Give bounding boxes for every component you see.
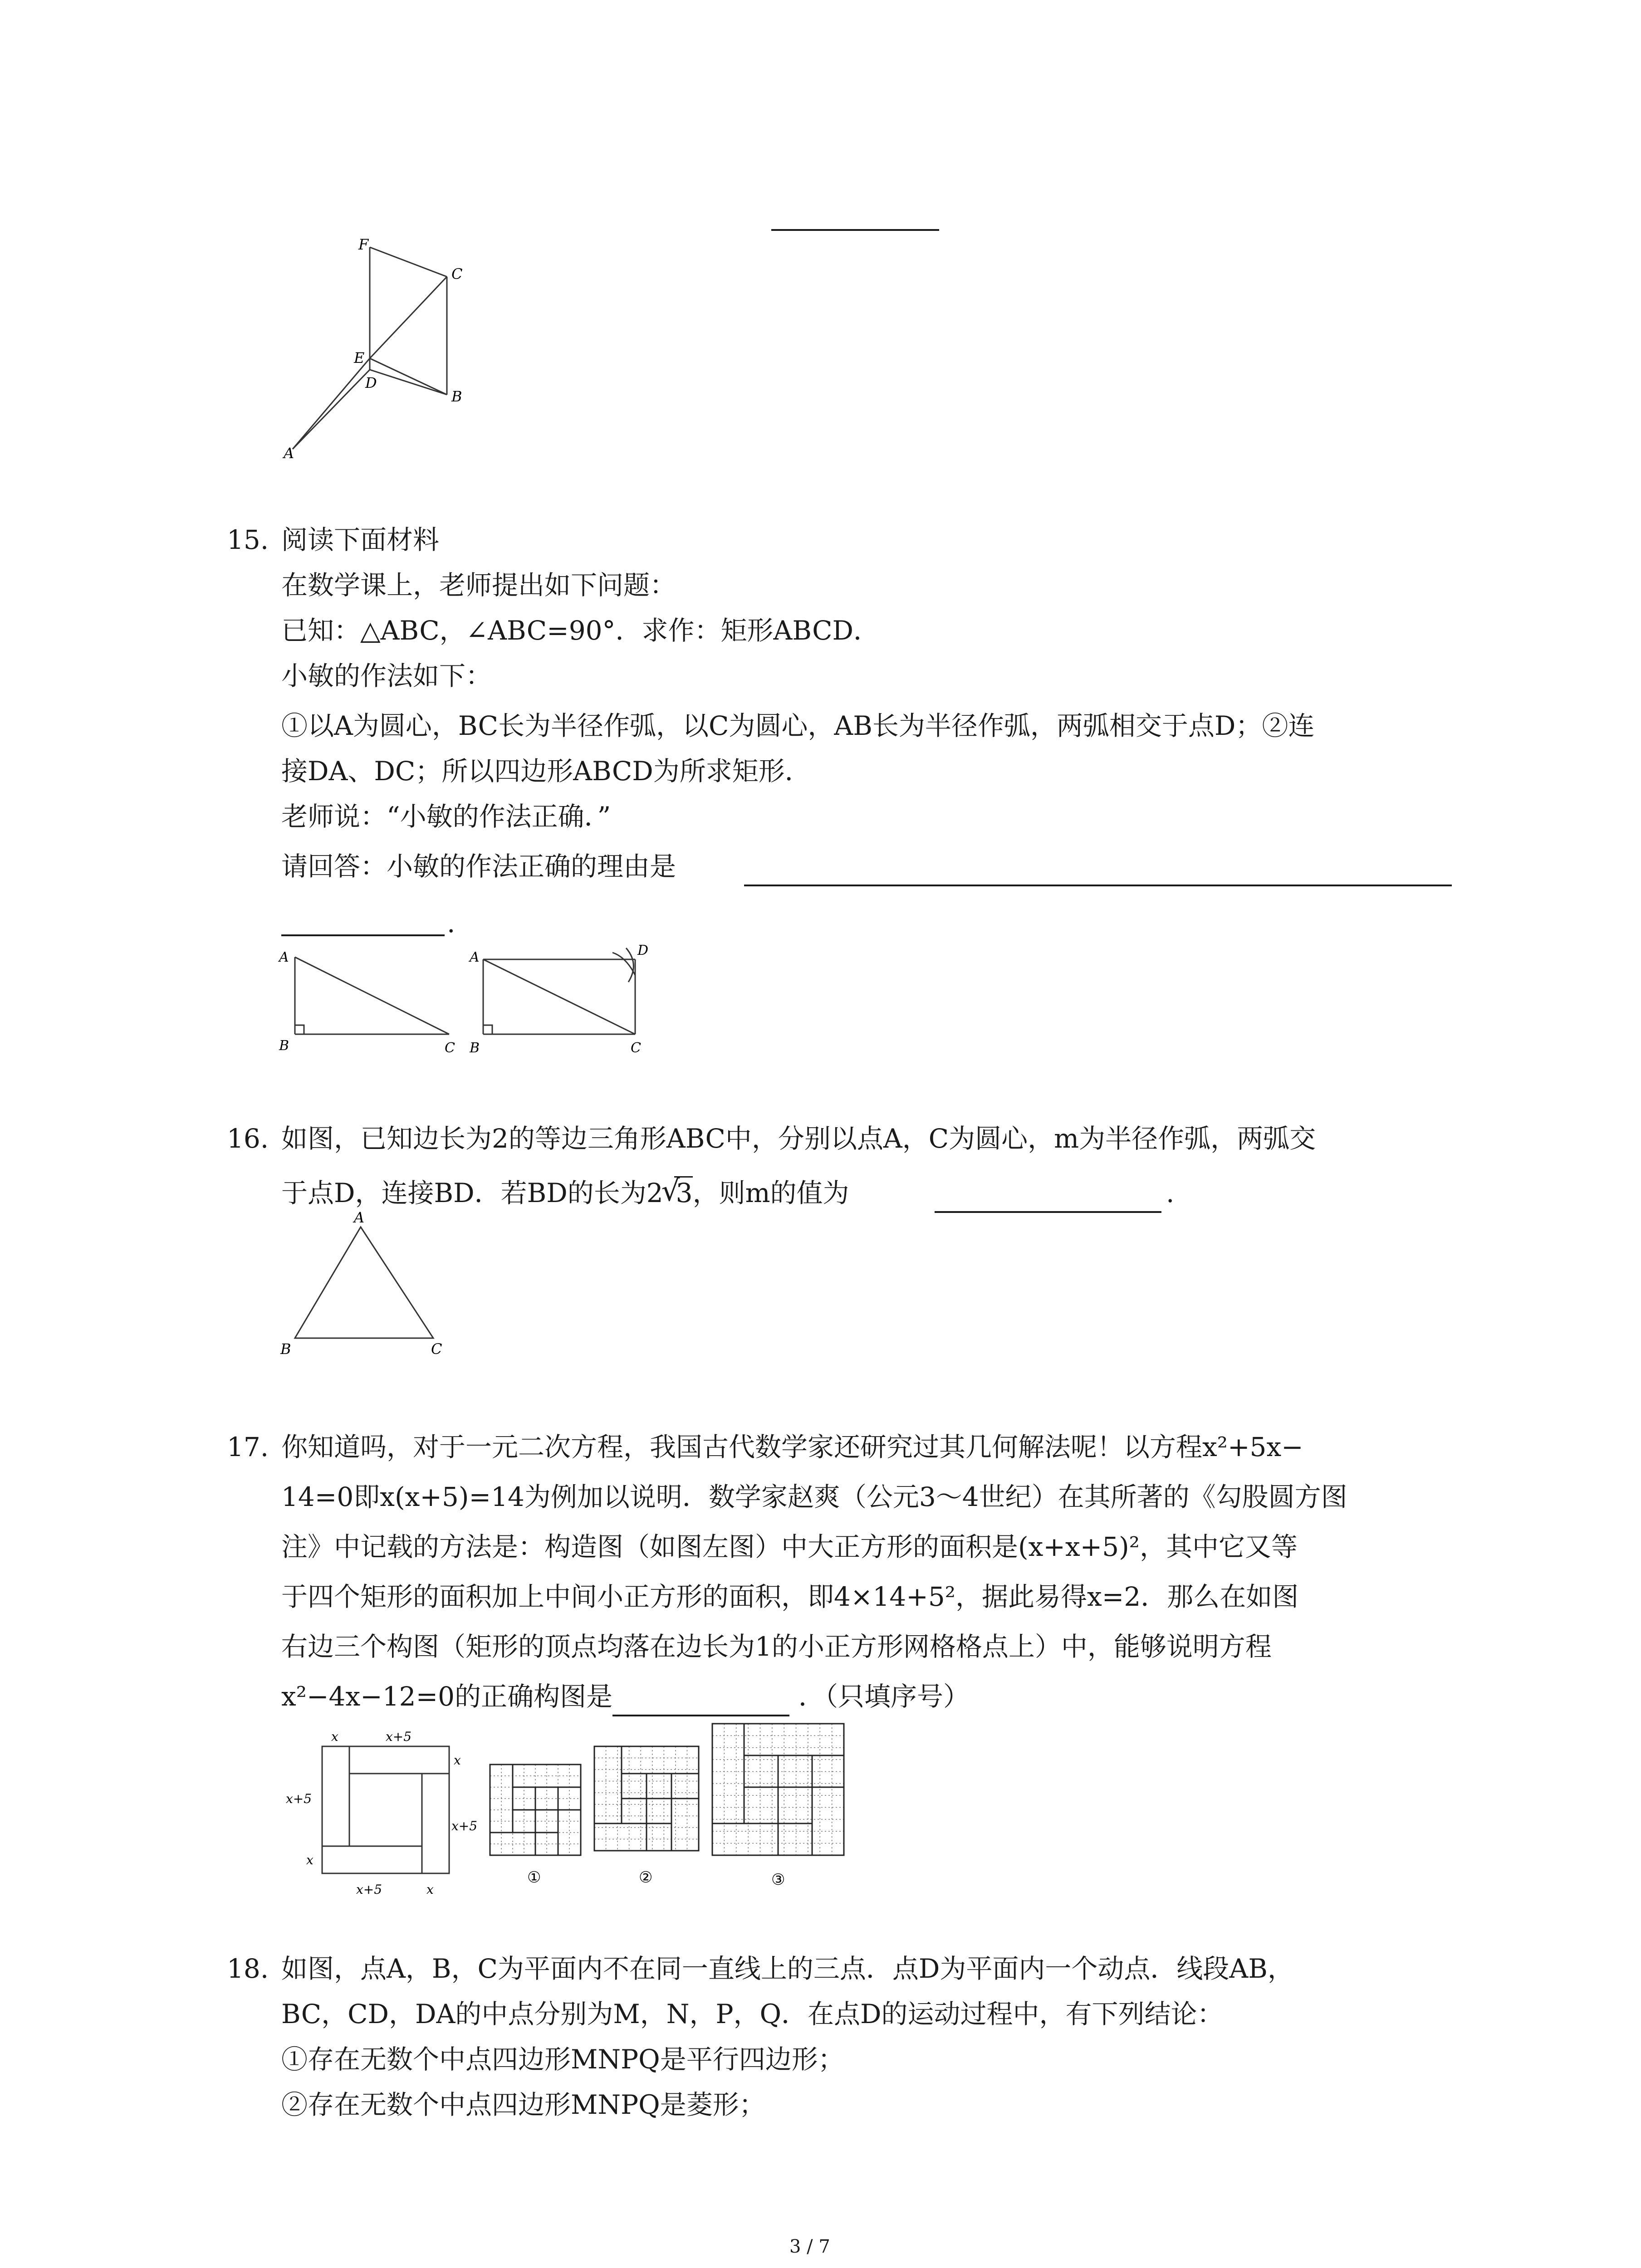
q17-figure-2 — [590, 1742, 703, 1896]
q16-answer-blank — [935, 1211, 1161, 1213]
q17-line-6b: ．（只填序号） — [798, 1681, 970, 1712]
q14-answer-blank — [771, 229, 939, 231]
page-number: 3 / 7 — [789, 2236, 830, 2257]
q15-left-label-b: B — [279, 1038, 289, 1054]
q16-label-b: B — [280, 1340, 291, 1358]
q15-line-5: ①以A为圆心，BC长为半径作弧，以C为圆心，AB长为半径作弧，两弧相交于点D；②连 — [281, 710, 1315, 741]
q17-figure-3 — [708, 1719, 853, 1901]
q16-label-c: C — [431, 1340, 442, 1358]
q17-main-label-x5-top: x+5 — [386, 1729, 412, 1744]
q15-right-label-b: B — [470, 1040, 480, 1056]
q15-line-7: 老师说：“小敏的作法正确．” — [281, 801, 611, 832]
q17-line-6a: x²−4x−12=0的正确构图是 — [281, 1681, 613, 1712]
q17-line-3: 注》中记载的方法是：构造图（如图左图）中大正方形的面积是(x+x+5)²，其中它又等 — [281, 1531, 1298, 1562]
q15-left-label-c: C — [445, 1040, 455, 1056]
q15-left-label-a: A — [279, 949, 289, 965]
q16-sqrt-arg: 3 — [676, 1178, 693, 1208]
q17-main-label-x-right: x — [454, 1753, 461, 1768]
q15-right-label-a: A — [470, 949, 480, 965]
sqrt-icon: √ — [661, 1174, 680, 1208]
q15-line-6: 接DA、DC；所以四边形ABCD为所求矩形． — [281, 756, 811, 787]
q16-number: 16. — [227, 1123, 269, 1154]
q15-figure-right — [463, 939, 662, 1070]
q17-main-label-x-bottom: x — [426, 1882, 434, 1897]
q18-line-2: BC，CD，DA的中点分别为M，N，P，Q．在点D的运动过程中，有下列结论： — [281, 1999, 1224, 2029]
q15-line-3: 已知：△ABC，∠ABC=90°．求作：矩形ABCD． — [281, 615, 880, 646]
q14-label-a: A — [284, 445, 294, 462]
q18-number: 18. — [227, 1953, 269, 1984]
q17-line-5: 右边三个构图（矩形的顶点均落在边长为1的小正方形网格格点上）中，能够说明方程 — [281, 1631, 1272, 1662]
q17-fig-3-number: ③ — [771, 1871, 785, 1889]
q17-fig-1-number: ① — [527, 1868, 541, 1887]
q17-main-label-x5-right: x+5 — [451, 1818, 478, 1833]
q17-line-2: 14=0即x(x+5)=14为例加以说明．数学家赵爽（公元3～4世纪）在其所著的《勾股圆方图 — [281, 1481, 1347, 1512]
q16-sqrt — [661, 1174, 693, 1208]
q17-fig-2-number: ② — [639, 1868, 653, 1887]
q15-tail: . — [447, 908, 456, 938]
q14-label-b: B — [451, 388, 462, 405]
q15-answer-blank-1 — [744, 885, 1452, 886]
q15-line-1: 阅读下面材料 — [281, 524, 440, 555]
q16-line-2b: ，则m的值为 — [692, 1178, 849, 1208]
q15-answer-blank-2 — [281, 934, 445, 936]
q17-line-4: 于四个矩形的面积加上中间小正方形的面积，即4×14+5²，据此易得x=2．那么在如图 — [281, 1581, 1299, 1612]
q14-figure — [272, 227, 481, 472]
q17-main-label-x-top: x — [331, 1729, 338, 1744]
q16-figure — [272, 1207, 463, 1365]
q15-figure-left — [272, 943, 463, 1066]
q17-figure-main — [272, 1724, 499, 1914]
q15-right-label-c: C — [631, 1040, 641, 1056]
q14-label-c: C — [451, 265, 463, 283]
q15-right-label-d: D — [637, 943, 649, 958]
q16-line-1: 如图，已知边长为2的等边三角形ABC中，分别以点A，C为圆心，m为半径作弧，两弧交 — [281, 1123, 1316, 1154]
q15-line-4: 小敏的作法如下： — [281, 660, 492, 691]
q15-line-2: 在数学课上，老师提出如下问题： — [281, 570, 676, 601]
q17-main-label-x5-left: x+5 — [286, 1791, 312, 1806]
q16-label-a: A — [354, 1209, 365, 1226]
q17-answer-blank — [612, 1715, 789, 1716]
q14-label-e: E — [354, 349, 365, 367]
q15-line-8: 请回答：小敏的作法正确的理由是 — [281, 851, 676, 882]
q16-line-2a: 于点D，连接BD．若BD的长为2 — [281, 1178, 663, 1208]
q14-label-f: F — [358, 236, 369, 253]
q15-number: 15. — [227, 524, 269, 555]
q17-figure-1 — [485, 1760, 585, 1896]
q17-main-label-x5-bottom: x+5 — [356, 1882, 382, 1897]
q14-label-d: D — [365, 374, 377, 391]
q18-line-1: 如图，点A，B，C为平面内不在同一直线上的三点．点D为平面内一个动点．线段AB， — [281, 1953, 1294, 1984]
q17-main-label-x-left: x — [306, 1853, 314, 1867]
q16-line-2 — [281, 1175, 849, 1211]
q16-tail: . — [1166, 1178, 1175, 1208]
q17-number: 17. — [227, 1432, 269, 1462]
q17-line-1: 你知道吗，对于一元二次方程，我国古代数学家还研究过其几何解法呢！以方程x²+5x− — [281, 1432, 1303, 1462]
q18-line-4: ②存在无数个中点四边形MNPQ是菱形； — [281, 2089, 765, 2120]
q18-line-3: ①存在无数个中点四边形MNPQ是平行四边形； — [281, 2044, 844, 2075]
